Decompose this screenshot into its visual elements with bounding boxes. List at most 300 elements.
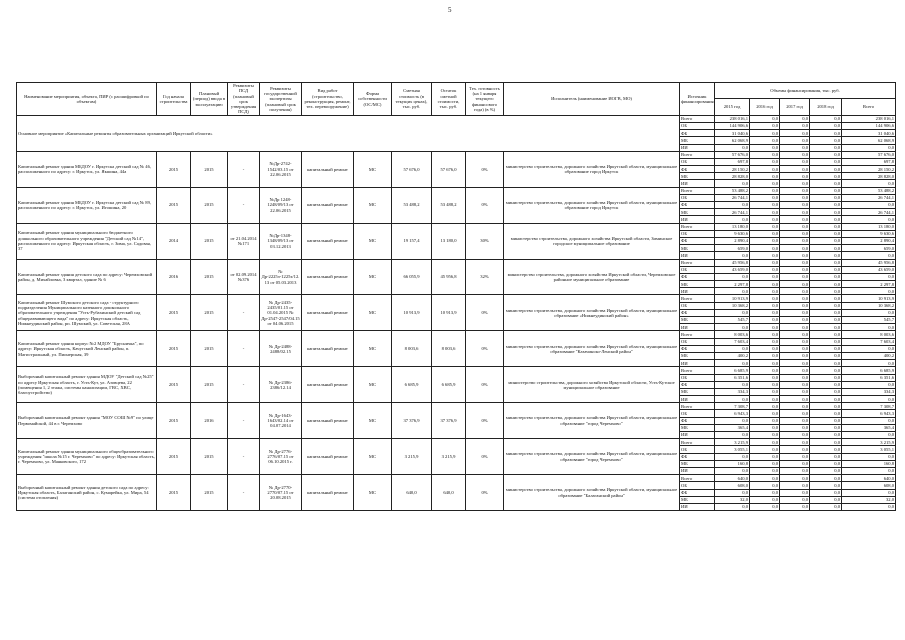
value-2016: 0,0	[750, 259, 780, 266]
value-2015: 160,8	[715, 460, 750, 467]
value-2017: 0,0	[780, 417, 810, 424]
object-ownership: МС	[354, 403, 392, 439]
value-2015: 0,0	[715, 453, 750, 460]
value-2017: 0,0	[780, 403, 810, 410]
object-ownership: МС	[354, 187, 392, 223]
value-2016: 0,0	[750, 202, 780, 209]
value-2018: 0,0	[810, 223, 842, 230]
table-row	[17, 367, 896, 374]
value-2018: 0,0	[810, 115, 842, 122]
value-2017: 0,0	[780, 180, 810, 187]
header-row-1	[17, 83, 896, 99]
value-total: 545,7	[842, 317, 896, 324]
object-name: Капитальный ремонт здания МБДОУ г. Иркутска детский сад № 46, расположенного по адресу: г. Иркутск, ул. Якшина, 44а	[17, 151, 157, 187]
object-name: Капитальный ремонт здания муниципального общеобразовательного учреждения "школа №15 г. Черемхово" по адресу: Иркутская область, г. Черемхово, ул. Маяковского, 172	[17, 439, 157, 475]
table-header	[17, 83, 896, 116]
object-work-type: капитальный ремонт	[302, 187, 354, 223]
value-2015: 8 003,6	[715, 331, 750, 338]
value-2018: 0,0	[810, 122, 842, 129]
value-2018: 0,0	[810, 144, 842, 151]
object-estimate: 19 157,4	[392, 223, 432, 259]
value-2018: 0,0	[810, 187, 842, 194]
value-2018: 0,0	[810, 245, 842, 252]
object-ownership: МС	[354, 151, 392, 187]
object-year-start: 2015	[157, 187, 191, 223]
object-work-type: капитальный ремонт	[302, 259, 354, 295]
funding-source: ОБ	[680, 410, 715, 417]
value-2018: 0,0	[810, 482, 842, 489]
value-total: 7 308,7	[842, 403, 896, 410]
value-2017: 0,0	[780, 439, 810, 446]
value-2016: 0,0	[750, 396, 780, 403]
header-funding-group: Объемы финансирования, тыс. руб.	[715, 83, 896, 99]
funding-source: ОБ	[680, 338, 715, 345]
object-estimate: 8 003,6	[392, 331, 432, 367]
funding-source: МБ	[680, 352, 715, 359]
value-2018: 0,0	[810, 302, 842, 309]
header-work-type: Вид работ (строительство, реконструкция, ремонт, тех. перевооружение)	[302, 83, 354, 116]
value-2018: 0,0	[810, 324, 842, 331]
value-2017: 0,0	[780, 259, 810, 266]
value-2018: 0,0	[810, 388, 842, 395]
value-2016: 0,0	[750, 432, 780, 439]
object-year-start: 2015	[157, 151, 191, 187]
value-2016: 0,0	[750, 309, 780, 316]
object-ownership: МС	[354, 331, 392, 367]
object-year-start: 2015	[157, 403, 191, 439]
value-2015: 10 368,2	[715, 302, 750, 309]
value-2015: 144 906,6	[715, 122, 750, 129]
value-2015: 0,0	[715, 345, 750, 352]
value-2017: 0,0	[780, 223, 810, 230]
value-total: 62 068,9	[842, 137, 896, 144]
funding-source: ФБ	[680, 453, 715, 460]
value-2016: 0,0	[750, 374, 780, 381]
value-2017: 0,0	[780, 202, 810, 209]
object-year-end: 2015	[191, 439, 228, 475]
value-total: 0,0	[842, 489, 896, 496]
value-2018: 0,0	[810, 237, 842, 244]
funding-source: ИИ	[680, 432, 715, 439]
value-2015: 28 828,0	[715, 173, 750, 180]
value-2016: 0,0	[750, 266, 780, 273]
value-2015: 608,0	[715, 482, 750, 489]
value-total: 0,0	[842, 202, 896, 209]
value-2018: 0,0	[810, 475, 842, 482]
object-remaining: 10 913,9	[432, 295, 466, 331]
value-2017: 0,0	[780, 230, 810, 237]
value-2015: 43 659,0	[715, 266, 750, 273]
value-2017: 0,0	[780, 367, 810, 374]
object-readiness: 32%	[466, 259, 504, 295]
funding-source: Всего	[680, 403, 715, 410]
header-name: Наименование мероприятия, объекта, ПИР (с расшифровкой по объектам)	[17, 83, 157, 116]
value-2017: 0,0	[780, 151, 810, 158]
object-year-end: 2015	[191, 475, 228, 511]
object-expertise: № Др-2225э-1225э/12.13 от 05.03.2013	[260, 259, 302, 295]
value-2016: 0,0	[750, 158, 780, 165]
header-2015: 2015 год	[715, 98, 750, 115]
object-name: Выборочный капитальный ремонт здания детского сада по адресу: Иркутская область, Балаганский район, с. Кумарейка, ул. Мира, 54 (система отопления)	[17, 475, 157, 511]
object-remaining: 640,0	[432, 475, 466, 511]
value-2018: 0,0	[810, 130, 842, 137]
funding-source: МБ	[680, 209, 715, 216]
value-2017: 0,0	[780, 137, 810, 144]
value-total: 697,8	[842, 158, 896, 165]
object-executor: министерство строительства, дорожного хозяйства Иркутской области, муниципальное образование город Иркутск	[504, 187, 680, 223]
value-total: 0,0	[842, 453, 896, 460]
value-total: 31 040,6	[842, 130, 896, 137]
object-work-type: капитальный ремонт	[302, 475, 354, 511]
funding-source: ИИ	[680, 288, 715, 295]
value-2018: 0,0	[810, 259, 842, 266]
object-executor: министерство строительства, дорожного хозяйства Иркутской области, муниципальное образование "Казачинско-Ленский район"	[504, 331, 680, 367]
value-2016: 0,0	[750, 360, 780, 367]
object-work-type: капитальный ремонт	[302, 331, 354, 367]
funding-source: Всего	[680, 115, 715, 122]
object-estimate: 37 376,9	[392, 403, 432, 439]
header-expertise: Реквизиты государственной экспертизы (плановый срок получения)	[260, 83, 302, 116]
header-year-start: Год начала строительства	[157, 83, 191, 116]
object-remaining: 6 685,9	[432, 367, 466, 403]
value-2015: 7 308,7	[715, 403, 750, 410]
value-2016: 0,0	[750, 417, 780, 424]
value-2015: 2 890,4	[715, 237, 750, 244]
table-row	[17, 295, 896, 302]
funding-source: ФБ	[680, 417, 715, 424]
funding-source: ОБ	[680, 446, 715, 453]
funding-source: МБ	[680, 317, 715, 324]
object-psd: -	[228, 439, 260, 475]
value-2018: 0,0	[810, 266, 842, 273]
table-row	[17, 403, 896, 410]
object-executor: министерство строительства, дорожного хозяйства Иркутской области, Черемховское районное муниципальное образование	[504, 259, 680, 295]
funding-source: ОБ	[680, 194, 715, 201]
value-total: 6 685,9	[842, 367, 896, 374]
value-2015: 62 068,9	[715, 137, 750, 144]
header-estimate: Сметная стоимость (в текущих ценах), тыс. руб.	[392, 83, 432, 116]
value-2018: 0,0	[810, 503, 842, 510]
funding-source: МБ	[680, 388, 715, 395]
object-ownership: МС	[354, 259, 392, 295]
header-psd: Реквизиты ПСД (плановый срок утверждения ПСД)	[228, 83, 260, 116]
value-2017: 0,0	[780, 295, 810, 302]
object-year-start: 2015	[157, 295, 191, 331]
value-2018: 0,0	[810, 424, 842, 431]
value-2015: 0,0	[715, 202, 750, 209]
object-executor: министерство строительства, дорожного хозяйства Иркутской области, муниципальное образование "Балаганский район"	[504, 475, 680, 511]
object-estimate: 10 913,9	[392, 295, 432, 331]
value-2017: 0,0	[780, 410, 810, 417]
table-row	[17, 475, 896, 482]
funding-source: МБ	[680, 281, 715, 288]
value-2017: 0,0	[780, 460, 810, 467]
value-2017: 0,0	[780, 273, 810, 280]
table-row	[17, 151, 896, 158]
value-2018: 0,0	[810, 166, 842, 173]
funding-source: Всего	[680, 259, 715, 266]
value-2016: 0,0	[750, 180, 780, 187]
value-2015: 697,8	[715, 158, 750, 165]
object-readiness: 0%	[466, 403, 504, 439]
header-total: Всего	[842, 98, 896, 115]
funding-source: ИИ	[680, 467, 715, 474]
value-2018: 0,0	[810, 396, 842, 403]
value-2015: 31 040,6	[715, 130, 750, 137]
value-2016: 0,0	[750, 230, 780, 237]
object-ownership: МС	[354, 439, 392, 475]
value-2016: 0,0	[750, 130, 780, 137]
funding-source: ИИ	[680, 503, 715, 510]
object-ownership: МС	[354, 475, 392, 511]
value-2015: 32,0	[715, 496, 750, 503]
value-2018: 0,0	[810, 252, 842, 259]
object-expertise: №Др-1348-1348/09/13 от 03.12.2013	[260, 223, 302, 259]
object-remaining: 57 676,0	[432, 151, 466, 187]
funding-source: ИИ	[680, 324, 715, 331]
value-2017: 0,0	[780, 288, 810, 295]
object-expertise: № Др-2770-2770/07.15 от 20.08.2015	[260, 475, 302, 511]
value-2017: 0,0	[780, 115, 810, 122]
value-2017: 0,0	[780, 130, 810, 137]
object-psd: -	[228, 403, 260, 439]
object-year-start: 2014	[157, 223, 191, 259]
value-2018: 0,0	[810, 288, 842, 295]
object-psd: -	[228, 187, 260, 223]
value-2017: 0,0	[780, 360, 810, 367]
object-expertise: №Др-2742-1542/03.15 от 22.06.2015	[260, 151, 302, 187]
value-2016: 0,0	[750, 273, 780, 280]
value-2018: 0,0	[810, 381, 842, 388]
value-2017: 0,0	[780, 396, 810, 403]
value-total: 26 744,1	[842, 209, 896, 216]
value-2016: 0,0	[750, 166, 780, 173]
value-2016: 0,0	[750, 209, 780, 216]
object-executor: министерство строительства, дорожного хозяйства Иркутской области, муниципальное образование "город Черемхово"	[504, 439, 680, 475]
object-readiness: 30%	[466, 223, 504, 259]
funding-source: ИИ	[680, 180, 715, 187]
value-2016: 0,0	[750, 410, 780, 417]
value-2016: 0,0	[750, 324, 780, 331]
value-2017: 0,0	[780, 482, 810, 489]
value-2016: 0,0	[750, 216, 780, 223]
value-total: 659,0	[842, 245, 896, 252]
value-2017: 0,0	[780, 352, 810, 359]
funding-source: Всего	[680, 295, 715, 302]
value-2015: 2 297,8	[715, 281, 750, 288]
value-2015: 0,0	[715, 396, 750, 403]
funding-source: МБ	[680, 496, 715, 503]
object-year-end: 2015	[191, 151, 228, 187]
value-2018: 0,0	[810, 367, 842, 374]
value-total: 0,0	[842, 345, 896, 352]
value-2017: 0,0	[780, 446, 810, 453]
object-remaining: 45 956,8	[432, 259, 466, 295]
value-2017: 0,0	[780, 245, 810, 252]
value-2015: 28 150,2	[715, 166, 750, 173]
value-2015: 0,0	[715, 489, 750, 496]
object-year-end: 2015	[191, 331, 228, 367]
value-total: 0,0	[842, 396, 896, 403]
value-2017: 0,0	[780, 381, 810, 388]
value-total: 10 913,9	[842, 295, 896, 302]
value-2016: 0,0	[750, 381, 780, 388]
value-2017: 0,0	[780, 158, 810, 165]
object-executor: министерство строительства, дорожного хозяйства Иркутской области, Усть-Кутское муниципальное образование	[504, 367, 680, 403]
value-2016: 0,0	[750, 331, 780, 338]
object-estimate: 57 676,0	[392, 151, 432, 187]
object-work-type: капитальный ремонт	[302, 367, 354, 403]
object-expertise: № Др-2386-2386/12.14	[260, 367, 302, 403]
value-2018: 0,0	[810, 216, 842, 223]
object-psd: от 02.09.2014 №376	[228, 259, 260, 295]
value-2015: 0,0	[715, 273, 750, 280]
value-2018: 0,0	[810, 202, 842, 209]
object-remaining: 3 215,9	[432, 439, 466, 475]
object-executor: министерство строительства, дорожного хозяйства Иркутской области, муниципальное образование город Иркутск	[504, 151, 680, 187]
header-remaining: Остаток сметной стоимости, тыс. руб.	[432, 83, 466, 116]
value-2016: 0,0	[750, 295, 780, 302]
funding-source: ИИ	[680, 360, 715, 367]
value-2018: 0,0	[810, 352, 842, 359]
value-2016: 0,0	[750, 467, 780, 474]
value-2017: 0,0	[780, 309, 810, 316]
object-executor: министерство строительства, дорожного хозяйства Иркутской области, муниципальное образование «Нижнеудинский район»	[504, 295, 680, 331]
value-2017: 0,0	[780, 237, 810, 244]
value-2017: 0,0	[780, 489, 810, 496]
value-2017: 0,0	[780, 453, 810, 460]
value-2016: 0,0	[750, 482, 780, 489]
value-2015: 640,0	[715, 475, 750, 482]
value-2015: 26 744,1	[715, 209, 750, 216]
header-readiness: Тех. готовность (на 1 января текущего финансового года) (в %)	[466, 83, 504, 116]
object-year-start: 2015	[157, 475, 191, 511]
value-2015: 53 488,2	[715, 187, 750, 194]
value-2017: 0,0	[780, 302, 810, 309]
value-total: 28 150,2	[842, 166, 896, 173]
value-total: 0,0	[842, 216, 896, 223]
value-2018: 0,0	[810, 295, 842, 302]
object-year-end: 2015	[191, 295, 228, 331]
value-2016: 0,0	[750, 302, 780, 309]
object-estimate: 6 685,9	[392, 367, 432, 403]
value-2018: 0,0	[810, 496, 842, 503]
value-2015: 0,0	[715, 216, 750, 223]
object-psd: от 21.04.2014 №171	[228, 223, 260, 259]
funding-source: ФБ	[680, 273, 715, 280]
value-total: 28 828,0	[842, 173, 896, 180]
value-2018: 0,0	[810, 317, 842, 324]
value-total: 0,0	[842, 144, 896, 151]
funding-source: Всего	[680, 331, 715, 338]
value-2016: 0,0	[750, 475, 780, 482]
value-total: 13 180,0	[842, 223, 896, 230]
value-2015: 9 630,6	[715, 230, 750, 237]
value-2015: 0,0	[715, 309, 750, 316]
table-body	[17, 115, 896, 510]
value-2018: 0,0	[810, 453, 842, 460]
value-2016: 0,0	[750, 460, 780, 467]
value-2015: 0,0	[715, 144, 750, 151]
value-total: 365,4	[842, 424, 896, 431]
object-work-type: капитальный ремонт	[302, 151, 354, 187]
object-work-type: капитальный ремонт	[302, 223, 354, 259]
value-2018: 0,0	[810, 137, 842, 144]
value-2017: 0,0	[780, 187, 810, 194]
funding-source: ОБ	[680, 230, 715, 237]
header-source: Источник финансирования	[680, 83, 715, 116]
value-2016: 0,0	[750, 237, 780, 244]
object-readiness: 0%	[466, 367, 504, 403]
funding-source: ОБ	[680, 374, 715, 381]
funding-source: ФБ	[680, 345, 715, 352]
value-2018: 0,0	[810, 432, 842, 439]
value-2015: 238 016,1	[715, 115, 750, 122]
value-2015: 0,0	[715, 381, 750, 388]
funding-source: ФБ	[680, 489, 715, 496]
funding-source: МБ	[680, 460, 715, 467]
value-2018: 0,0	[810, 374, 842, 381]
value-2018: 0,0	[810, 273, 842, 280]
value-2017: 0,0	[780, 496, 810, 503]
value-total: 45 956,8	[842, 259, 896, 266]
value-2018: 0,0	[810, 338, 842, 345]
value-2017: 0,0	[780, 345, 810, 352]
value-2016: 0,0	[750, 245, 780, 252]
object-year-start: 2016	[157, 259, 191, 295]
value-2015: 57 676,0	[715, 151, 750, 158]
value-2018: 0,0	[810, 309, 842, 316]
value-2017: 0,0	[780, 122, 810, 129]
value-2015: 0,0	[715, 360, 750, 367]
header-executor: Исполнитель (наименование ИОГВ, МО)	[504, 83, 680, 116]
funding-source: ФБ	[680, 237, 715, 244]
funding-source: ОБ	[680, 482, 715, 489]
object-year-start: 2015	[157, 331, 191, 367]
object-estimate: 3 215,9	[392, 439, 432, 475]
value-2018: 0,0	[810, 194, 842, 201]
value-2017: 0,0	[780, 266, 810, 273]
object-psd: -	[228, 367, 260, 403]
value-2016: 0,0	[750, 252, 780, 259]
value-2017: 0,0	[780, 173, 810, 180]
funding-source: Всего	[680, 367, 715, 374]
value-2018: 0,0	[810, 151, 842, 158]
funding-source: Всего	[680, 187, 715, 194]
object-expertise: № Др-2776-2776/07.15 от 06.10.2015 г.	[260, 439, 302, 475]
funding-source: ОБ	[680, 122, 715, 129]
object-remaining: 13 180,0	[432, 223, 466, 259]
object-remaining: 53 488,2	[432, 187, 466, 223]
value-total: 43 659,0	[842, 266, 896, 273]
object-year-end: 2015	[191, 367, 228, 403]
value-2018: 0,0	[810, 209, 842, 216]
value-2017: 0,0	[780, 317, 810, 324]
value-total: 0,0	[842, 324, 896, 331]
value-total: 400,2	[842, 352, 896, 359]
value-total: 0,0	[842, 360, 896, 367]
funding-source: МБ	[680, 424, 715, 431]
value-total: 3 215,9	[842, 439, 896, 446]
value-2015: 659,0	[715, 245, 750, 252]
object-estimate: 640,0	[392, 475, 432, 511]
object-year-end: 2016	[191, 403, 228, 439]
value-2017: 0,0	[780, 324, 810, 331]
value-2016: 0,0	[750, 453, 780, 460]
funding-source: МБ	[680, 137, 715, 144]
object-executor: министерство строительства, дорожного хозяйства Иркутской области, Зиминское городское муниципальное образование	[504, 223, 680, 259]
object-remaining: 37 376,9	[432, 403, 466, 439]
